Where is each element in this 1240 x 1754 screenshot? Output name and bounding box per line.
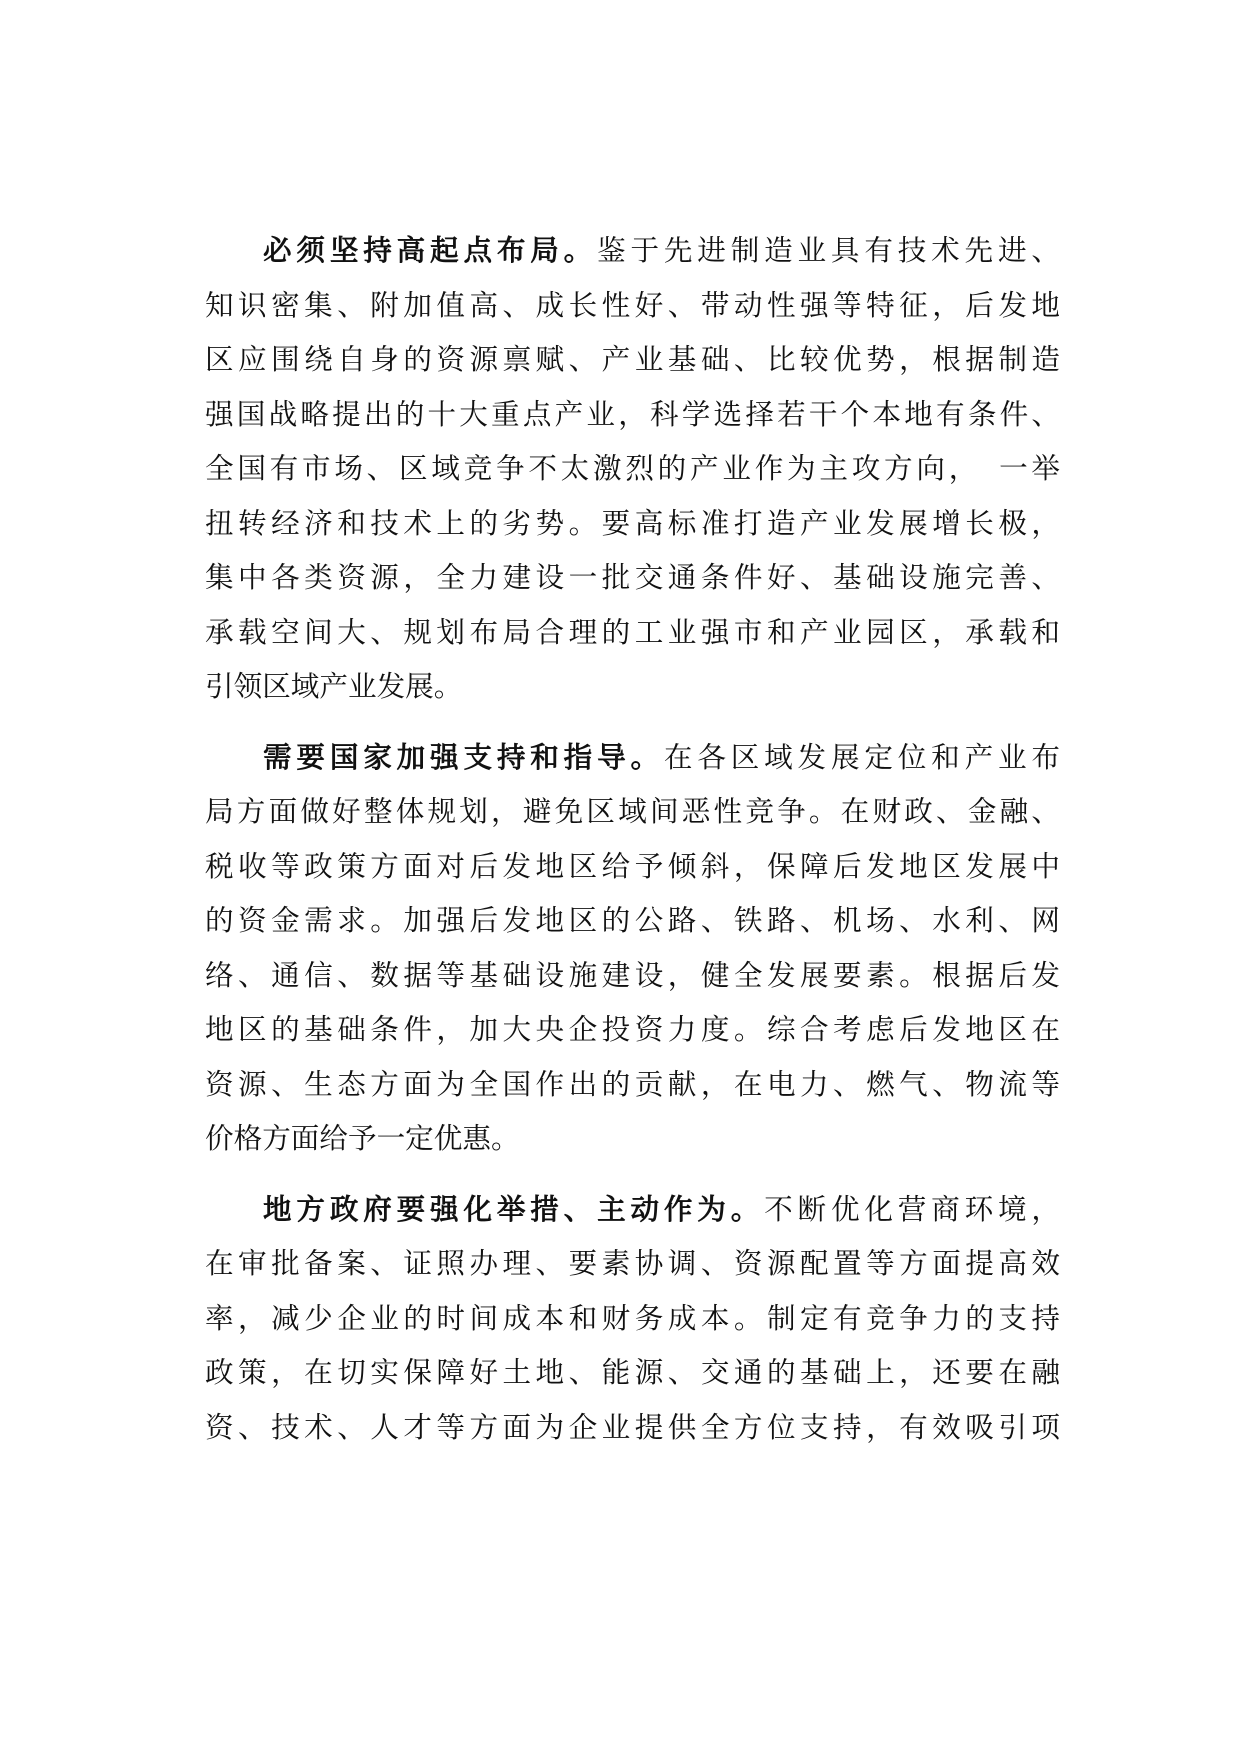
paragraph-national-support [205, 730, 1060, 1166]
document-body [205, 223, 1060, 1470]
paragraph-line: 局方面做好整体规划，避免区域间恶性竞争。在财政、金融、 [205, 794, 1060, 828]
paragraph-line: 税收等政策方面对后发地区给予倾斜，保障后发地区发展中 [205, 848, 1060, 883]
paragraph-text: 鉴于先进制造业具有技术先进、 [597, 233, 1060, 267]
paragraph-line: 的资金需求。加强后发地区的公路、铁路、机场、水利、网 [205, 903, 1060, 937]
paragraph-line: 全国有市场、区域竞争不太激烈的产业作为主攻方向， 一举 [205, 451, 1060, 485]
paragraph-line [205, 730, 1060, 785]
paragraph-line: 强国战略提出的十大重点产业，科学选择若干个本地有条件、 [205, 396, 1060, 431]
paragraph-local-government [205, 1182, 1060, 1455]
paragraph-text: 不断优化营商环境， [764, 1191, 1060, 1226]
paragraph-line: 承载空间大、规划布局合理的工业强市和产业园区，承载和 [205, 614, 1060, 649]
paragraph-line: 在审批备案、证照办理、要素协调、资源配置等方面提高效 [205, 1246, 1060, 1280]
paragraph-lead: 需要国家加强支持和指导。 [263, 739, 664, 774]
paragraph-line: 政策，在切实保障好土地、能源、交通的基础上，还要在融 [205, 1355, 1060, 1389]
paragraph-line: 引领区域产业发展。 [205, 669, 463, 703]
paragraph-line: 地区的基础条件，加大央企投资力度。综合考虑后发地区在 [205, 1012, 1060, 1046]
paragraph-line: 率，减少企业的时间成本和财务成本。制定有竞争力的支持 [205, 1300, 1060, 1335]
paragraph-lead: 必须坚持高起点布局。 [263, 233, 598, 267]
paragraph-line: 资源、生态方面为全国作出的贡献，在电力、燃气、物流等 [205, 1066, 1060, 1101]
paragraph-line [205, 223, 1060, 278]
paragraph-line: 知识密集、附加值高、成长性好、带动性强等特征，后发地 [205, 287, 1060, 322]
paragraph-layout-priority [205, 223, 1060, 714]
paragraph-line: 价格方面给予一定优惠。 [205, 1121, 520, 1155]
paragraph-text: 在各区域发展定位和产业布 [663, 739, 1060, 774]
paragraph-line [205, 1182, 1060, 1237]
paragraph-line: 络、通信、数据等基础设施建设，健全发展要素。根据后发 [205, 957, 1060, 992]
paragraph-line: 资、技术、人才等方面为企业提供全方位支持，有效吸引项 [205, 1409, 1060, 1444]
paragraph-line: 集中各类资源，全力建设一批交通条件好、基础设施完善、 [205, 560, 1060, 594]
paragraph-lead: 地方政府要强化举措、主动作为。 [263, 1191, 765, 1226]
paragraph-line: 区应围绕自身的资源禀赋、产业基础、比较优势，根据制造 [205, 342, 1060, 376]
paragraph-line: 扭转经济和技术上的劣势。要高标准打造产业发展增长极， [205, 505, 1060, 540]
